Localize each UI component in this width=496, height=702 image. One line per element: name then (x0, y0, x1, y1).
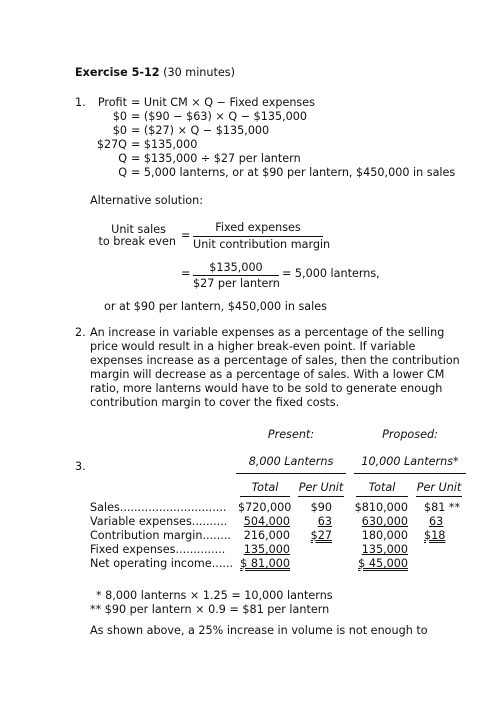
q1-lhs-5: Q (118, 166, 127, 179)
table-cell: $90 (310, 501, 332, 514)
q1-rhs-3: = $135,000 (131, 138, 198, 151)
table-cell: $27 (310, 529, 332, 542)
fraction2-denominator: $27 per lantern (193, 277, 280, 290)
present-heading: Present: (267, 428, 315, 441)
q1-lhs-1: $0 (112, 110, 127, 123)
fraction2-numerator: $135,000 (209, 261, 263, 274)
q1-lhs-3: $27Q (96, 138, 127, 151)
present-col-per-unit: Per Unit (298, 481, 344, 494)
q2-number: 2. (75, 326, 86, 339)
q1-rhs-5: = 5,000 lanterns, or at $90 per lantern, $450,000 in sales (131, 166, 456, 179)
table-row-label: Sales.............................. (90, 501, 227, 514)
present-col-total: Total (251, 481, 279, 494)
footnote-2: ** $90 per lantern × 0.9 = $81 per lantern (90, 603, 330, 616)
table-cell: 504,000 (243, 515, 290, 528)
fraction1-denominator: Unit contribution margin (193, 238, 331, 251)
table-cell: $81 ** (424, 501, 461, 514)
table-cell: 135,000 (243, 543, 290, 556)
table-cell: $ 45,000 (358, 557, 408, 570)
q1-lhs-2: $0 (112, 124, 127, 137)
footnote-1: * 8,000 lanterns × 1.25 = 10,000 lanterns (96, 589, 333, 602)
q1-lhs-0: Profit (97, 96, 127, 109)
q2-line-1: price would result in a higher break-even point. If variable (90, 340, 416, 353)
table-cell: 135,000 (361, 543, 408, 556)
equals-sign-1: = (181, 229, 191, 242)
table-cell: 630,000 (361, 515, 408, 528)
table-cell: $810,000 (354, 501, 408, 514)
exercise-title (75, 66, 235, 80)
table-row-label: Variable expenses.......... (90, 515, 228, 528)
q1-rhs-1: = ($90 − $63) × Q − $135,000 (131, 110, 308, 123)
q1-rhs-2: = ($27) × Q − $135,000 (131, 124, 270, 137)
q2-line-4: ratio, more lanterns would have to be sold to generate enough (90, 382, 443, 395)
present-heading-rule (236, 473, 346, 474)
proposed-col-total: Total (368, 481, 396, 494)
present-units: 8,000 Lanterns (248, 455, 334, 468)
table-cell: 216,000 (243, 529, 290, 542)
equals-sign-2: = (181, 267, 191, 280)
table-row-label: Fixed expenses.............. (90, 543, 226, 556)
table-row-label: Net operating income...... (90, 557, 234, 570)
table-cell: 180,000 (361, 529, 408, 542)
to-break-even-label: to break even (98, 235, 176, 248)
q1-lhs-4: Q (118, 152, 127, 165)
proposed-heading-rule (354, 473, 466, 474)
fraction2-bar (193, 275, 279, 276)
alternative-solution-label: Alternative solution: (90, 194, 204, 207)
proposed-total-rule (356, 496, 408, 497)
q2-line-0: An increase in variable expenses as a percentage of the selling (90, 326, 445, 339)
q1-number: 1. (75, 96, 86, 109)
q2-line-2: expenses increase as a percentage of sales, then the contribution (90, 354, 460, 367)
unit-sales-label: Unit sales (111, 223, 166, 236)
present-total-rule (240, 496, 290, 497)
proposed-units: 10,000 Lanterns* (361, 455, 459, 468)
exercise-title-bold: Exercise 5-12 (75, 66, 160, 79)
table-row-label: Contribution margin........ (90, 529, 231, 542)
table-cell: $720,000 (238, 501, 292, 514)
table-cell: $18 (424, 529, 446, 542)
table-cell: $ 81,000 (240, 557, 290, 570)
table-cell: 63 (317, 515, 332, 528)
q1-rhs-4: = $135,000 ÷ $27 per lantern (131, 152, 301, 165)
q3-number: 3. (75, 460, 86, 473)
fraction1-bar (193, 236, 323, 237)
present-unit-rule (298, 496, 344, 497)
q2-line-5: contribution margin to cover the fixed costs. (90, 396, 340, 409)
proposed-heading: Proposed: (382, 428, 438, 441)
fraction2-result: = 5,000 lanterns, (282, 267, 380, 280)
fraction1-numerator: Fixed expenses (215, 221, 301, 234)
table-cell: 63 (429, 515, 444, 528)
exercise-title-duration: (30 minutes) (159, 66, 235, 79)
q1-closing: or at $90 per lantern, $450,000 in sales (104, 300, 327, 313)
proposed-unit-rule (416, 496, 462, 497)
q3-conclusion: As shown above, a 25% increase in volume is not enough to (90, 624, 428, 637)
proposed-col-per-unit: Per Unit (416, 481, 462, 494)
q2-line-3: margin will decrease as a percentage of sales. With a lower CM (90, 368, 445, 381)
q1-rhs-0: = Unit CM × Q − Fixed expenses (131, 96, 315, 109)
